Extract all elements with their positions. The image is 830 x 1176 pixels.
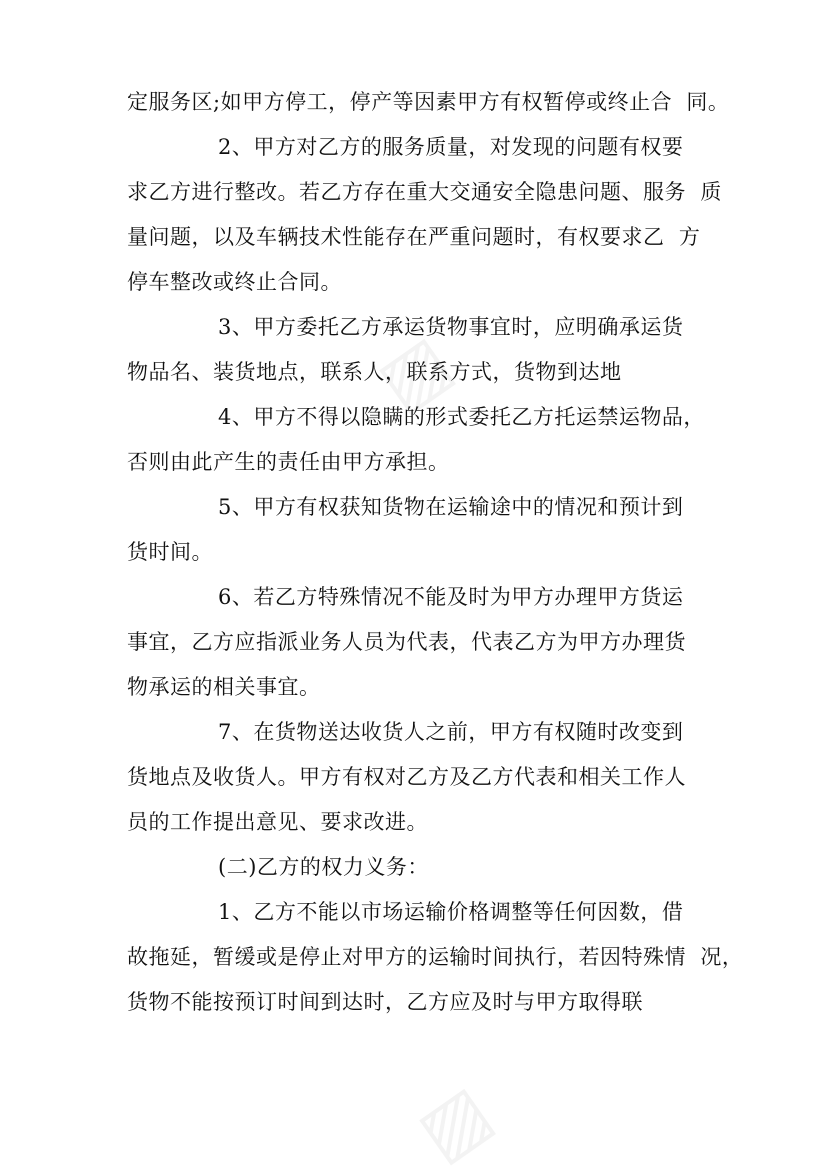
- text-line-13: 事宜，乙方应指派业务人员为代表，代表乙方为甲方办理货: [127, 630, 686, 654]
- text-line-10: 5、甲方有权获知货物在运输途中的情况和预计到: [218, 495, 684, 519]
- text-line-1: 定服务区;如甲方停工，停产等因素甲方有权暂停或终止合 同。: [127, 90, 730, 114]
- text-line-14: 物承运的相关事宜。: [127, 675, 321, 699]
- text-line-19: 1、乙方不能以市场运输价格调整等任何因数，借: [218, 900, 684, 924]
- text-line-4: 量问题，以及车辆技术性能存在严重问题时，有权要求乙 方: [127, 225, 701, 249]
- text-line-8: 4、甲方不得以隐瞒的形式委托乙方托运禁运物品，: [218, 405, 705, 429]
- text-line-6: 3、甲方委托乙方承运货物事宜时，应明确承运货: [218, 315, 684, 339]
- text-line-21: 货物不能按预订时间到达时，乙方应及时与甲方取得联: [127, 990, 643, 1014]
- text-line-16: 货地点及收货人。甲方有权对乙方及乙方代表和相关工作人: [127, 765, 686, 789]
- text-line-15: 7、在货物送达收货人之前，甲方有权随时改变到: [218, 720, 684, 744]
- text-line-9: 否则由此产生的责任由甲方承担。: [127, 450, 450, 474]
- text-line-3: 求乙方进行整改。若乙方存在重大交通安全隐患问题、服务 质: [127, 180, 722, 204]
- section-heading: (二)乙方的权力义务：: [218, 855, 429, 879]
- text-line-17: 员的工作提出意见、要求改进。: [127, 810, 428, 834]
- text-line-2: 2、甲方对乙方的服务质量，对发现的问题有权要: [218, 135, 684, 159]
- watermark-mark-lower: ▨: [402, 1068, 506, 1176]
- text-line-5: 停车整改或终止合同。: [127, 270, 342, 294]
- text-line-12: 6、若乙方特殊情况不能及时为甲方办理甲方货运: [218, 585, 684, 609]
- text-line-11: 货时间。: [127, 540, 213, 564]
- text-line-7: 物品名、装货地点，联系人，联系方式，货物到达地: [127, 360, 622, 384]
- text-line-20: 故拖延，暂缓或是停止对甲方的运输时间执行，若因特殊情 况，: [127, 945, 744, 969]
- watermark-mark: ▨: [362, 318, 466, 426]
